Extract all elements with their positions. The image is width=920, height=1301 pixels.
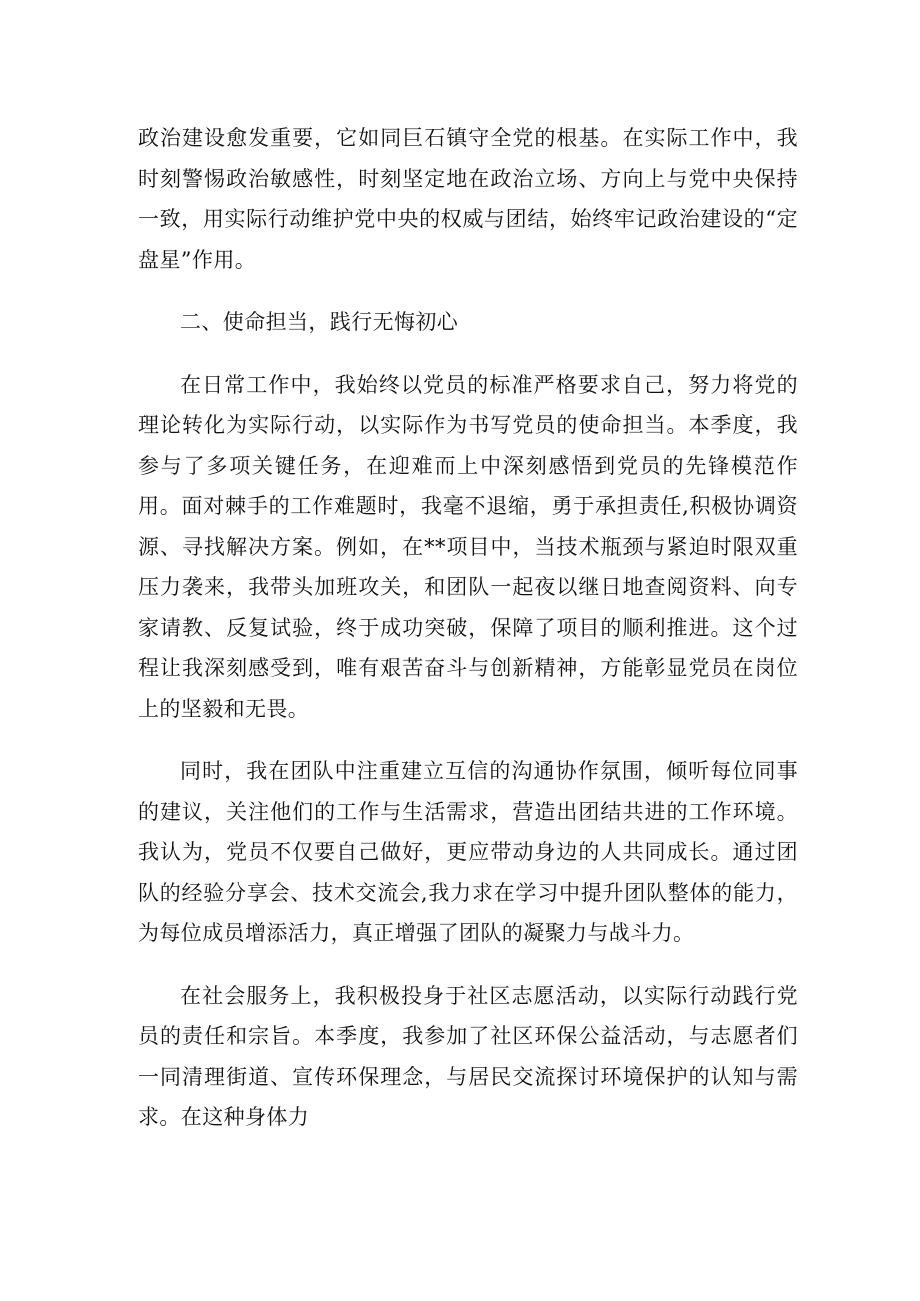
paragraph-team-collaboration: 同时，我在团队中注重建立互信的沟通协作氛围，倾听每位同事的建议，关注他们的工作与生活需求，营造出团结共进的工作环境。我认为，党员不仅要自己做好，更应带动身边的人共同成长。通过团队的经验分享会、技术交流会,我力求在学习中提升团队整体的能力，为每位成员增添活力，真正增强了团队的凝聚力与战斗力。 [138, 759, 798, 945]
paragraph-daily-work: 在日常工作中，我始终以党员的标准严格要求自己，努力将党的理论转化为实际行动，以实际作为书写党员的使命担当。本季度，我参与了多项关键任务，在迎难而上中深刻感悟到党员的先锋模范作用。面对棘手的工作难题时，我毫不退缩，勇于承担责任,积极协调资源、寻找解决方案。例如，在**项目中，当技术瓶颈与紧迫时限双重压力袭来，我带头加班攻关，和团队一起夜以继日地查阅资料、向专家请教、反复试验，终于成功突破，保障了项目的顺利推进。这个过程让我深刻感受到，唯有艰苦奋斗与创新精神，方能彰显党员在岗位上的坚毅和无畏。 [138, 372, 798, 721]
section-heading-mission: 二、使命担当，践行无悔初心 [180, 310, 459, 334]
paragraph-community-service: 在社会服务上，我积极投身于社区志愿活动，以实际行动践行党员的责任和宗旨。本季度，我参加了社区环保公益活动，与志愿者们一同清理街道、宣传环保理念，与居民交流探讨环境保护的认知与需求。在这种身体力 [138, 983, 798, 1129]
paragraph-gap [138, 343, 798, 365]
paragraph-gap [138, 280, 798, 302]
paragraph-gap [138, 729, 798, 751]
document-body [138, 118, 798, 1138]
paragraph-political-building: 政治建设愈发重要，它如同巨石镇守全党的根基。在实际工作中，我时刻警惕政治敏感性，时刻坚定地在政治立场、方向上与党中央保持一致，用实际行动维护党中央的权威与团结，始终牢记政治建设的“定盘星”作用。 [138, 126, 798, 272]
paragraph-gap [138, 954, 798, 976]
